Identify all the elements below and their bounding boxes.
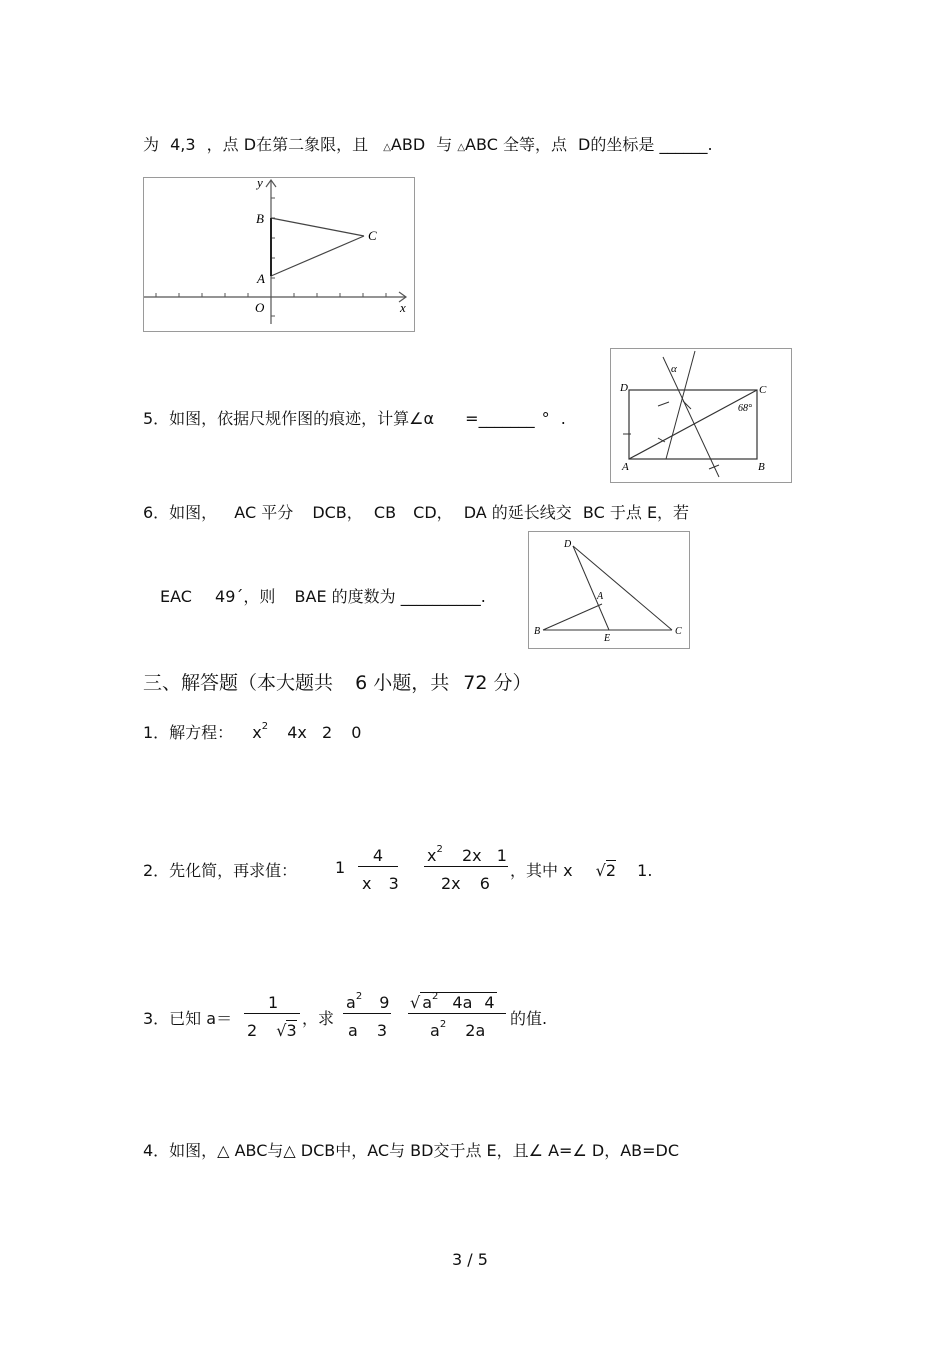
p1-exp: 2 [261, 721, 269, 732]
q4-text-7: ABC 全等，点 [465, 135, 567, 154]
p2-where-line [510, 858, 652, 881]
problem-4: 4．如图，△ ABC与△ DCB中，AC与 BD交于点 E，且∠ A=∠ D，AB=DC [143, 1141, 680, 1160]
section-title-b: 6 小题，共 [355, 672, 450, 694]
p3-g-den-a: a [348, 1021, 358, 1040]
label-68: 68° [738, 403, 752, 414]
p2-two: 2 [605, 861, 617, 880]
q4-text-5: ABD [390, 135, 426, 154]
coordinate-figure [143, 177, 415, 332]
label-alpha: α [671, 363, 677, 375]
label-d: D [564, 539, 572, 550]
q5-line [143, 406, 566, 429]
q4-text-6: 与 [436, 135, 453, 154]
p2-label: 2．先化简，再求值： [143, 861, 298, 880]
p3-h-den-b: 2a [465, 1021, 486, 1040]
q5-eq: = [465, 409, 479, 428]
p3-g-den [348, 1021, 387, 1040]
section-title-a: 三、解答题（本大题共 [143, 672, 334, 694]
label-b: B [256, 211, 264, 226]
p1-x: x [252, 723, 262, 742]
label-e: E [604, 633, 611, 644]
p2-f1-num: 4 [372, 846, 384, 865]
q4-text-3: ，点 [206, 135, 239, 154]
label-c: C [759, 384, 767, 396]
p2-f2-num-x: x [427, 846, 437, 865]
label-d: D [620, 382, 628, 394]
p3-h-bar [408, 1013, 506, 1014]
p3-g-num-exp: 2 [355, 991, 363, 1002]
q4-blank: ______. [659, 135, 713, 154]
p1-2: 2 [321, 723, 333, 742]
p2-f1-den [362, 874, 399, 893]
p2-f2-den-b: 6 [479, 874, 490, 893]
q6-text-k: BAE 的度数为 [294, 587, 396, 606]
q5-blank: _______ [478, 409, 535, 428]
label-x: x [400, 300, 406, 315]
q6-text-i: 49 [215, 587, 236, 606]
p2-one-b: 1. [637, 861, 653, 880]
p2-fraction-1 [358, 846, 398, 865]
p2-f1-den-b: 3 [388, 874, 399, 893]
q4-top-line [143, 132, 713, 155]
label-c: C [675, 626, 682, 637]
q4-text-1: 为 [143, 135, 160, 154]
p2-f2-den-a: 2x [441, 874, 461, 893]
q6-text-c: DCB， [312, 503, 363, 522]
p1-0: 0 [351, 723, 362, 742]
p2-f2-num-c: 1 [496, 846, 507, 865]
p2-f2-num-exp: 2 [436, 844, 443, 855]
q6-text-j: ´，则 [235, 587, 276, 606]
p3-h-num-a: a [422, 993, 433, 1012]
p2-f2-num [427, 846, 507, 865]
label-b: B [534, 626, 541, 637]
q5-deg: ° [541, 409, 550, 428]
p3-f-den [247, 1021, 297, 1040]
q6-line-1 [143, 500, 689, 523]
sqrt-icon: √ [410, 993, 421, 1012]
q6-line-2 [160, 584, 486, 607]
q6-blank: __________. [400, 587, 486, 606]
p1-label: 1．解方程： [143, 723, 234, 742]
p2-f2-num-b: 2x [461, 846, 482, 865]
p3-g-num [346, 993, 389, 1012]
q4-text-2: 4,3 [170, 135, 196, 154]
section-heading [143, 668, 531, 695]
q4-text-8: D的坐标是 [578, 135, 655, 154]
p3-f-den-b: 3 [286, 1021, 297, 1040]
sqrt-icon: √ [276, 1021, 287, 1040]
q6-text-b: AC 平分 [234, 503, 294, 522]
triangle-icon: △ [383, 142, 391, 153]
p2-f2-den [441, 874, 490, 893]
p3-f-bar [244, 1013, 300, 1014]
p3-h-den-a: a [430, 1021, 440, 1040]
section-title-c: 72 分） [463, 672, 532, 694]
p3-h-num-c: 4 [484, 993, 495, 1012]
q5-dot: . [560, 409, 566, 428]
page-number: 3 / 5 [452, 1250, 488, 1269]
label-a: A [257, 271, 265, 286]
p3-tail: 的值. [510, 1009, 548, 1028]
label-o: O [255, 300, 265, 315]
triangle-figure [528, 531, 690, 649]
p2-f1-bar [358, 866, 398, 867]
q5-text: 5．如图，依据尺规作图的痕迹，计算∠α [143, 409, 435, 428]
p3-h-den [430, 1021, 485, 1040]
q6-text-e: CD， [413, 503, 453, 522]
p3-h-radicand [420, 992, 496, 1012]
label-b: B [758, 461, 765, 473]
p2-one: 1 [335, 858, 346, 877]
sqrt-icon: √ [595, 861, 606, 880]
label-c: C [368, 228, 377, 243]
p3-h-den-exp: 2 [439, 1019, 447, 1030]
p2-f1-den-a: x [362, 874, 372, 893]
p3-h-num [410, 993, 497, 1012]
p2-f2-bar [424, 866, 508, 867]
p3-ask: ，求 [302, 1009, 335, 1028]
rectangle-construction-figure [610, 348, 792, 483]
triangle-icon: △ [457, 142, 466, 153]
p3-g-bar [343, 1013, 391, 1014]
p3-g-num-b: 9 [379, 993, 390, 1012]
q6-text-d: CB [373, 503, 397, 522]
p3-f-num: 1 [268, 993, 279, 1012]
label-a: A [597, 591, 604, 602]
p2-where: ，其中 x [510, 861, 573, 880]
q6-text-h: EAC [160, 587, 192, 606]
p3-f-den-a: 2 [247, 1021, 258, 1040]
p1-4x: 4x [287, 723, 307, 742]
p3-g-num-a: a [346, 993, 356, 1012]
p3-g-den-b: 3 [376, 1021, 388, 1040]
label-y: y [257, 178, 263, 190]
problem-1 [143, 720, 361, 743]
p3-label: 3．已知 a＝ [143, 1009, 233, 1028]
label-a: A [622, 461, 629, 473]
p3-h-num-exp: 2 [432, 991, 439, 1002]
q4-text-4: D在第二象限，且 [243, 135, 369, 154]
q6-text-f: DA 的延长线交 [463, 503, 572, 522]
p3-h-num-b: 4a [452, 993, 473, 1012]
q6-text-a: 6．如图， [143, 503, 218, 522]
q6-text-g: BC 于点 E，若 [582, 503, 690, 522]
